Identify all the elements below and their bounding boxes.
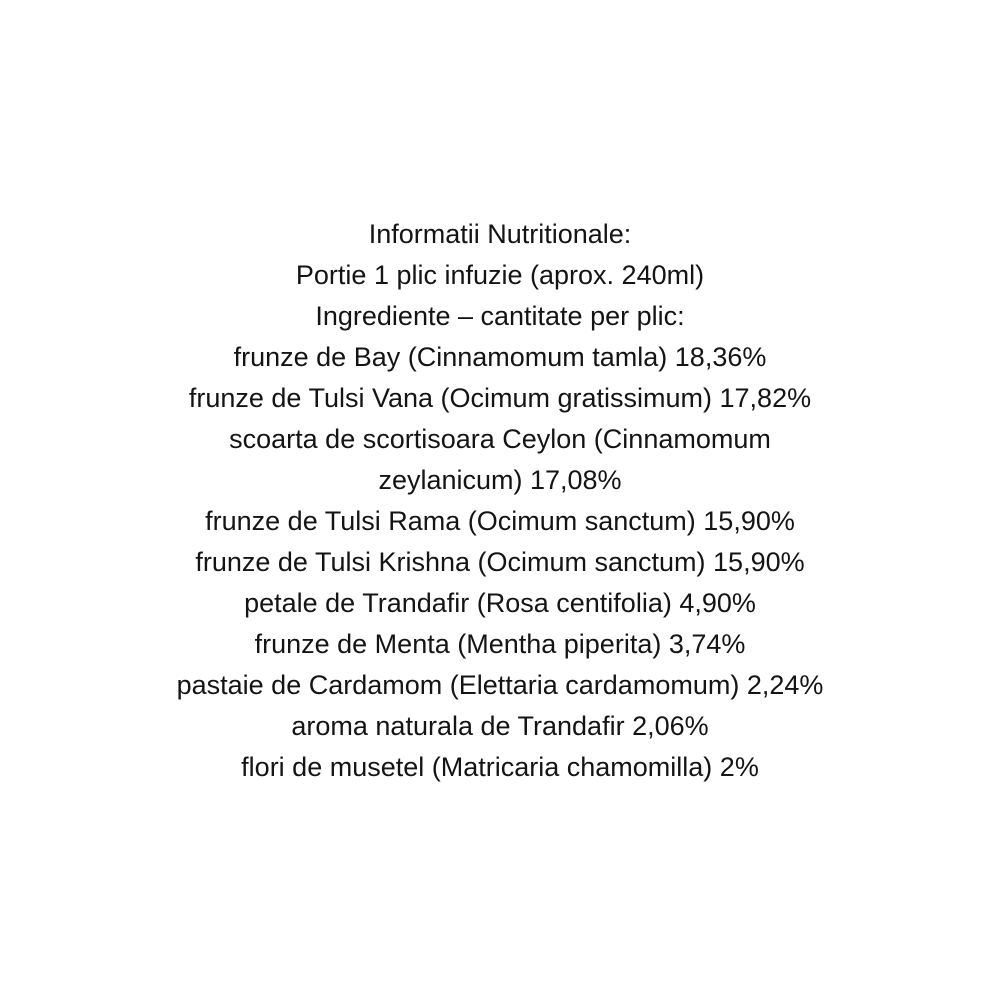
ingredient-line: scoarta de scortisoara Ceylon (Cinnamomum xyxy=(229,424,771,454)
ingredient-line: frunze de Bay (Cinnamomum tamla) 18,36% xyxy=(233,342,767,372)
ingredient-line: flori de musetel (Matricaria chamomilla) 2% xyxy=(241,752,759,782)
ingredient-line: frunze de Tulsi Krishna (Ocimum sanctum) 15,90% xyxy=(195,547,805,577)
ingredient-line: frunze de Tulsi Rama (Ocimum sanctum) 15,90% xyxy=(205,506,795,536)
serving-size: Portie 1 plic infuzie (aprox. 240ml) xyxy=(295,260,705,290)
ingredient-line: pastaie de Cardamom (Elettaria cardamomum) 2,24% xyxy=(176,670,824,700)
ingredients-heading: Ingrediente – cantitate per plic: xyxy=(315,301,685,331)
ingredient-line: aroma naturala de Trandafir 2,06% xyxy=(291,711,709,741)
ingredient-line: zeylanicum) 17,08% xyxy=(378,465,622,495)
nutrition-info-text xyxy=(0,214,1000,788)
ingredient-line: frunze de Tulsi Vana (Ocimum gratissimum) 17,82% xyxy=(188,383,812,413)
nutrition-heading: Informatii Nutritionale: xyxy=(368,219,632,249)
ingredient-line: frunze de Menta (Mentha piperita) 3,74% xyxy=(254,629,746,659)
ingredient-line: petale de Trandafir (Rosa centifolia) 4,90% xyxy=(244,588,756,618)
